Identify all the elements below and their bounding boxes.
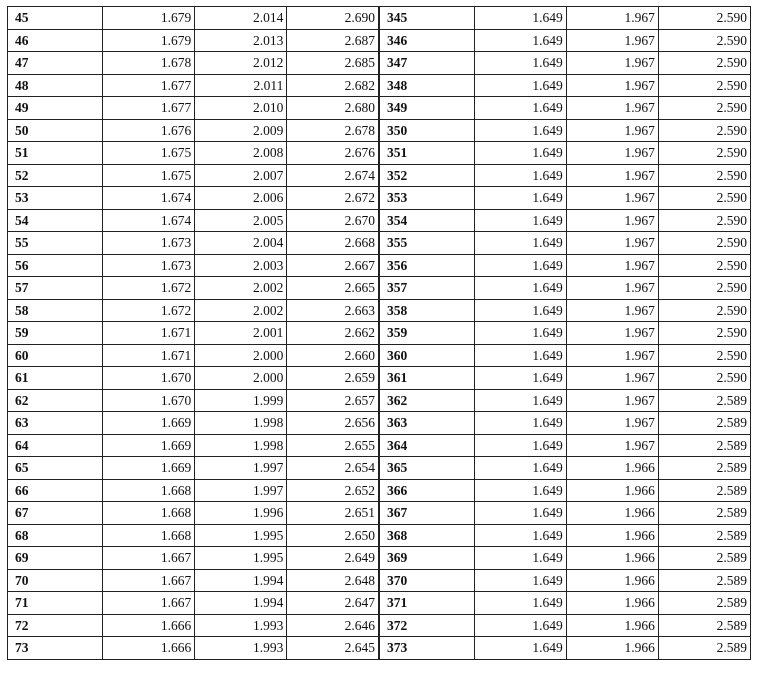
table-row: [8, 344, 751, 367]
df-cell-left: 68: [8, 524, 103, 547]
value-cell-left-2: 1.995: [195, 547, 287, 570]
value-cell-left-1: 1.668: [103, 479, 195, 502]
df-cell-right: 362: [379, 389, 474, 412]
value-cell-right-3: 2.589: [658, 592, 750, 615]
value-cell-right-3: 2.589: [658, 457, 750, 480]
value-cell-right-3: 2.590: [658, 209, 750, 232]
value-cell-right-3: 2.590: [658, 52, 750, 75]
value-cell-right-1: 1.649: [474, 277, 566, 300]
df-cell-right: 358: [379, 299, 474, 322]
value-cell-left-3: 2.657: [287, 389, 379, 412]
value-cell-right-2: 1.966: [566, 547, 658, 570]
value-cell-left-1: 1.674: [103, 209, 195, 232]
value-cell-right-1: 1.649: [474, 187, 566, 210]
value-cell-right-2: 1.967: [566, 232, 658, 255]
value-cell-right-2: 1.967: [566, 277, 658, 300]
table-row: [8, 7, 751, 30]
value-cell-right-1: 1.649: [474, 389, 566, 412]
value-cell-left-2: 2.011: [195, 74, 287, 97]
table-row: [8, 97, 751, 120]
value-cell-left-2: 2.000: [195, 344, 287, 367]
table-row: [8, 592, 751, 615]
df-cell-right: 347: [379, 52, 474, 75]
value-cell-left-3: 2.648: [287, 569, 379, 592]
value-cell-left-2: 2.014: [195, 7, 287, 30]
value-cell-right-1: 1.649: [474, 412, 566, 435]
value-cell-right-3: 2.590: [658, 322, 750, 345]
value-cell-right-1: 1.649: [474, 52, 566, 75]
df-cell-right: 365: [379, 457, 474, 480]
table-row: [8, 322, 751, 345]
value-cell-left-1: 1.672: [103, 299, 195, 322]
value-cell-right-3: 2.590: [658, 7, 750, 30]
df-cell-left: 46: [8, 29, 103, 52]
value-cell-right-1: 1.649: [474, 97, 566, 120]
value-cell-right-2: 1.967: [566, 164, 658, 187]
value-cell-left-1: 1.667: [103, 569, 195, 592]
value-cell-right-2: 1.966: [566, 479, 658, 502]
value-cell-left-2: 2.005: [195, 209, 287, 232]
value-cell-right-2: 1.967: [566, 7, 658, 30]
value-cell-left-1: 1.671: [103, 344, 195, 367]
value-cell-right-1: 1.649: [474, 457, 566, 480]
value-cell-right-3: 2.590: [658, 164, 750, 187]
df-cell-left: 70: [8, 569, 103, 592]
df-cell-right: 373: [379, 637, 474, 660]
value-cell-left-2: 2.013: [195, 29, 287, 52]
df-cell-right: 368: [379, 524, 474, 547]
value-cell-left-2: 1.996: [195, 502, 287, 525]
value-cell-left-2: 1.998: [195, 434, 287, 457]
value-cell-right-2: 1.967: [566, 209, 658, 232]
df-cell-left: 49: [8, 97, 103, 120]
value-cell-right-2: 1.966: [566, 524, 658, 547]
table-row: [8, 254, 751, 277]
value-cell-right-2: 1.966: [566, 569, 658, 592]
value-cell-left-3: 2.676: [287, 142, 379, 165]
value-cell-left-2: 2.004: [195, 232, 287, 255]
table-row: [8, 119, 751, 142]
df-cell-left: 47: [8, 52, 103, 75]
df-cell-right: 369: [379, 547, 474, 570]
value-cell-right-2: 1.967: [566, 322, 658, 345]
value-cell-right-2: 1.967: [566, 52, 658, 75]
value-cell-left-3: 2.650: [287, 524, 379, 547]
table-row: [8, 367, 751, 390]
table-body: [8, 7, 751, 660]
value-cell-right-1: 1.649: [474, 232, 566, 255]
table-row: [8, 299, 751, 322]
table-row: [8, 479, 751, 502]
df-cell-right: 372: [379, 614, 474, 637]
value-cell-right-3: 2.589: [658, 434, 750, 457]
value-cell-left-2: 1.997: [195, 479, 287, 502]
value-cell-left-1: 1.678: [103, 52, 195, 75]
value-cell-right-1: 1.649: [474, 209, 566, 232]
df-cell-left: 63: [8, 412, 103, 435]
df-cell-right: 364: [379, 434, 474, 457]
table-row: [8, 232, 751, 255]
value-cell-right-2: 1.967: [566, 254, 658, 277]
value-cell-right-3: 2.590: [658, 119, 750, 142]
value-cell-left-3: 2.654: [287, 457, 379, 480]
value-cell-left-1: 1.675: [103, 164, 195, 187]
df-cell-left: 56: [8, 254, 103, 277]
value-cell-left-2: 1.993: [195, 614, 287, 637]
value-cell-left-2: 1.993: [195, 637, 287, 660]
value-cell-left-2: 2.001: [195, 322, 287, 345]
value-cell-left-1: 1.679: [103, 29, 195, 52]
df-cell-right: 354: [379, 209, 474, 232]
table-row: [8, 164, 751, 187]
df-cell-right: 352: [379, 164, 474, 187]
value-cell-left-1: 1.668: [103, 502, 195, 525]
table-row: [8, 502, 751, 525]
value-cell-left-1: 1.679: [103, 7, 195, 30]
df-cell-right: 361: [379, 367, 474, 390]
value-cell-left-1: 1.666: [103, 637, 195, 660]
value-cell-left-2: 2.008: [195, 142, 287, 165]
value-cell-left-3: 2.649: [287, 547, 379, 570]
df-cell-right: 366: [379, 479, 474, 502]
value-cell-left-3: 2.672: [287, 187, 379, 210]
value-cell-right-3: 2.589: [658, 637, 750, 660]
value-cell-right-2: 1.967: [566, 367, 658, 390]
value-cell-right-2: 1.966: [566, 502, 658, 525]
value-cell-left-2: 2.003: [195, 254, 287, 277]
value-cell-right-3: 2.590: [658, 29, 750, 52]
df-cell-right: 349: [379, 97, 474, 120]
value-cell-left-3: 2.678: [287, 119, 379, 142]
table-row: [8, 277, 751, 300]
table-row: [8, 614, 751, 637]
df-cell-right: 363: [379, 412, 474, 435]
table-row: [8, 434, 751, 457]
df-cell-right: 346: [379, 29, 474, 52]
value-cell-left-1: 1.670: [103, 389, 195, 412]
value-cell-left-1: 1.677: [103, 74, 195, 97]
value-cell-right-1: 1.649: [474, 367, 566, 390]
value-cell-right-2: 1.967: [566, 187, 658, 210]
df-cell-right: 367: [379, 502, 474, 525]
value-cell-right-2: 1.967: [566, 344, 658, 367]
value-cell-right-3: 2.590: [658, 232, 750, 255]
value-cell-right-2: 1.966: [566, 637, 658, 660]
value-cell-left-1: 1.674: [103, 187, 195, 210]
value-cell-right-2: 1.967: [566, 434, 658, 457]
value-cell-right-1: 1.649: [474, 164, 566, 187]
df-cell-left: 60: [8, 344, 103, 367]
value-cell-left-3: 2.645: [287, 637, 379, 660]
value-cell-right-1: 1.649: [474, 569, 566, 592]
value-cell-right-1: 1.649: [474, 614, 566, 637]
df-cell-right: 371: [379, 592, 474, 615]
df-cell-left: 45: [8, 7, 103, 30]
df-cell-left: 57: [8, 277, 103, 300]
df-cell-left: 71: [8, 592, 103, 615]
df-cell-left: 48: [8, 74, 103, 97]
df-cell-left: 50: [8, 119, 103, 142]
value-cell-right-3: 2.589: [658, 412, 750, 435]
value-cell-left-1: 1.675: [103, 142, 195, 165]
value-cell-right-3: 2.590: [658, 187, 750, 210]
value-cell-right-1: 1.649: [474, 29, 566, 52]
value-cell-right-1: 1.649: [474, 322, 566, 345]
value-cell-left-2: 2.002: [195, 277, 287, 300]
value-cell-left-3: 2.659: [287, 367, 379, 390]
value-cell-right-1: 1.649: [474, 254, 566, 277]
value-cell-left-1: 1.672: [103, 277, 195, 300]
value-cell-right-1: 1.649: [474, 119, 566, 142]
value-cell-right-3: 2.589: [658, 479, 750, 502]
value-cell-left-3: 2.647: [287, 592, 379, 615]
value-cell-right-3: 2.590: [658, 97, 750, 120]
value-cell-left-3: 2.663: [287, 299, 379, 322]
value-cell-left-1: 1.670: [103, 367, 195, 390]
df-cell-right: 351: [379, 142, 474, 165]
value-cell-left-2: 2.009: [195, 119, 287, 142]
df-cell-right: 348: [379, 74, 474, 97]
value-cell-left-3: 2.662: [287, 322, 379, 345]
value-cell-right-1: 1.649: [474, 502, 566, 525]
value-cell-right-2: 1.967: [566, 29, 658, 52]
value-cell-right-1: 1.649: [474, 524, 566, 547]
df-cell-left: 61: [8, 367, 103, 390]
value-cell-left-1: 1.667: [103, 547, 195, 570]
value-cell-left-3: 2.668: [287, 232, 379, 255]
value-cell-left-1: 1.667: [103, 592, 195, 615]
value-cell-left-3: 2.656: [287, 412, 379, 435]
value-cell-right-2: 1.966: [566, 614, 658, 637]
df-cell-left: 62: [8, 389, 103, 412]
table-row: [8, 187, 751, 210]
value-cell-right-3: 2.590: [658, 367, 750, 390]
df-cell-left: 55: [8, 232, 103, 255]
df-cell-right: 370: [379, 569, 474, 592]
df-cell-left: 69: [8, 547, 103, 570]
value-cell-left-2: 2.002: [195, 299, 287, 322]
value-cell-left-3: 2.660: [287, 344, 379, 367]
df-cell-left: 59: [8, 322, 103, 345]
df-cell-left: 54: [8, 209, 103, 232]
df-cell-right: 353: [379, 187, 474, 210]
value-cell-left-2: 1.999: [195, 389, 287, 412]
value-cell-right-2: 1.967: [566, 97, 658, 120]
df-cell-left: 73: [8, 637, 103, 660]
table-row: [8, 209, 751, 232]
df-cell-right: 350: [379, 119, 474, 142]
value-cell-left-3: 2.685: [287, 52, 379, 75]
value-cell-left-3: 2.655: [287, 434, 379, 457]
value-cell-left-1: 1.669: [103, 457, 195, 480]
value-cell-right-3: 2.590: [658, 74, 750, 97]
value-cell-left-2: 2.010: [195, 97, 287, 120]
value-cell-right-3: 2.589: [658, 502, 750, 525]
value-cell-right-3: 2.590: [658, 299, 750, 322]
value-cell-right-2: 1.966: [566, 592, 658, 615]
value-cell-left-2: 2.006: [195, 187, 287, 210]
value-cell-left-3: 2.682: [287, 74, 379, 97]
value-cell-right-3: 2.589: [658, 614, 750, 637]
value-cell-left-2: 2.012: [195, 52, 287, 75]
value-cell-left-3: 2.674: [287, 164, 379, 187]
value-cell-left-1: 1.666: [103, 614, 195, 637]
df-cell-right: 345: [379, 7, 474, 30]
value-cell-right-3: 2.589: [658, 524, 750, 547]
value-cell-left-2: 1.997: [195, 457, 287, 480]
value-cell-left-3: 2.680: [287, 97, 379, 120]
value-cell-right-1: 1.649: [474, 299, 566, 322]
df-cell-left: 52: [8, 164, 103, 187]
value-cell-left-1: 1.677: [103, 97, 195, 120]
value-cell-left-1: 1.669: [103, 434, 195, 457]
value-cell-left-2: 1.994: [195, 569, 287, 592]
table-row: [8, 524, 751, 547]
value-cell-left-2: 1.994: [195, 592, 287, 615]
value-cell-right-2: 1.967: [566, 142, 658, 165]
value-cell-left-1: 1.668: [103, 524, 195, 547]
value-cell-left-3: 2.652: [287, 479, 379, 502]
table-row: [8, 52, 751, 75]
table-row: [8, 547, 751, 570]
value-cell-right-3: 2.590: [658, 254, 750, 277]
table-row: [8, 142, 751, 165]
df-cell-right: 355: [379, 232, 474, 255]
value-cell-left-2: 1.998: [195, 412, 287, 435]
value-cell-left-3: 2.667: [287, 254, 379, 277]
table-row: [8, 457, 751, 480]
value-cell-right-3: 2.590: [658, 277, 750, 300]
value-cell-left-3: 2.665: [287, 277, 379, 300]
df-cell-left: 51: [8, 142, 103, 165]
df-cell-right: 356: [379, 254, 474, 277]
value-cell-left-1: 1.673: [103, 254, 195, 277]
value-cell-left-1: 1.669: [103, 412, 195, 435]
value-cell-left-3: 2.687: [287, 29, 379, 52]
value-cell-right-1: 1.649: [474, 434, 566, 457]
value-cell-right-2: 1.967: [566, 412, 658, 435]
df-cell-left: 66: [8, 479, 103, 502]
df-cell-left: 67: [8, 502, 103, 525]
value-cell-right-2: 1.967: [566, 119, 658, 142]
df-cell-left: 58: [8, 299, 103, 322]
value-cell-right-1: 1.649: [474, 479, 566, 502]
df-cell-left: 65: [8, 457, 103, 480]
value-cell-left-2: 2.000: [195, 367, 287, 390]
value-cell-right-1: 1.649: [474, 344, 566, 367]
value-cell-right-1: 1.649: [474, 637, 566, 660]
df-cell-left: 72: [8, 614, 103, 637]
value-cell-left-3: 2.670: [287, 209, 379, 232]
df-cell-left: 64: [8, 434, 103, 457]
value-cell-right-1: 1.649: [474, 74, 566, 97]
table-row: [8, 74, 751, 97]
df-cell-right: 357: [379, 277, 474, 300]
value-cell-right-1: 1.649: [474, 7, 566, 30]
table-row: [8, 389, 751, 412]
table-row: [8, 569, 751, 592]
value-cell-right-2: 1.966: [566, 457, 658, 480]
value-cell-right-1: 1.649: [474, 142, 566, 165]
value-cell-right-2: 1.967: [566, 299, 658, 322]
value-cell-right-3: 2.590: [658, 142, 750, 165]
table-row: [8, 412, 751, 435]
value-cell-right-3: 2.589: [658, 569, 750, 592]
value-cell-left-3: 2.646: [287, 614, 379, 637]
table-row: [8, 637, 751, 660]
value-cell-left-1: 1.676: [103, 119, 195, 142]
value-cell-right-2: 1.967: [566, 389, 658, 412]
value-cell-right-3: 2.590: [658, 344, 750, 367]
critical-values-table: [7, 6, 751, 660]
value-cell-left-1: 1.673: [103, 232, 195, 255]
value-cell-left-3: 2.651: [287, 502, 379, 525]
value-cell-right-3: 2.589: [658, 547, 750, 570]
value-cell-left-2: 1.995: [195, 524, 287, 547]
value-cell-left-1: 1.671: [103, 322, 195, 345]
value-cell-left-2: 2.007: [195, 164, 287, 187]
table-row: [8, 29, 751, 52]
value-cell-right-1: 1.649: [474, 592, 566, 615]
value-cell-right-3: 2.589: [658, 389, 750, 412]
value-cell-left-3: 2.690: [287, 7, 379, 30]
df-cell-right: 359: [379, 322, 474, 345]
df-cell-right: 360: [379, 344, 474, 367]
value-cell-right-1: 1.649: [474, 547, 566, 570]
df-cell-left: 53: [8, 187, 103, 210]
value-cell-right-2: 1.967: [566, 74, 658, 97]
